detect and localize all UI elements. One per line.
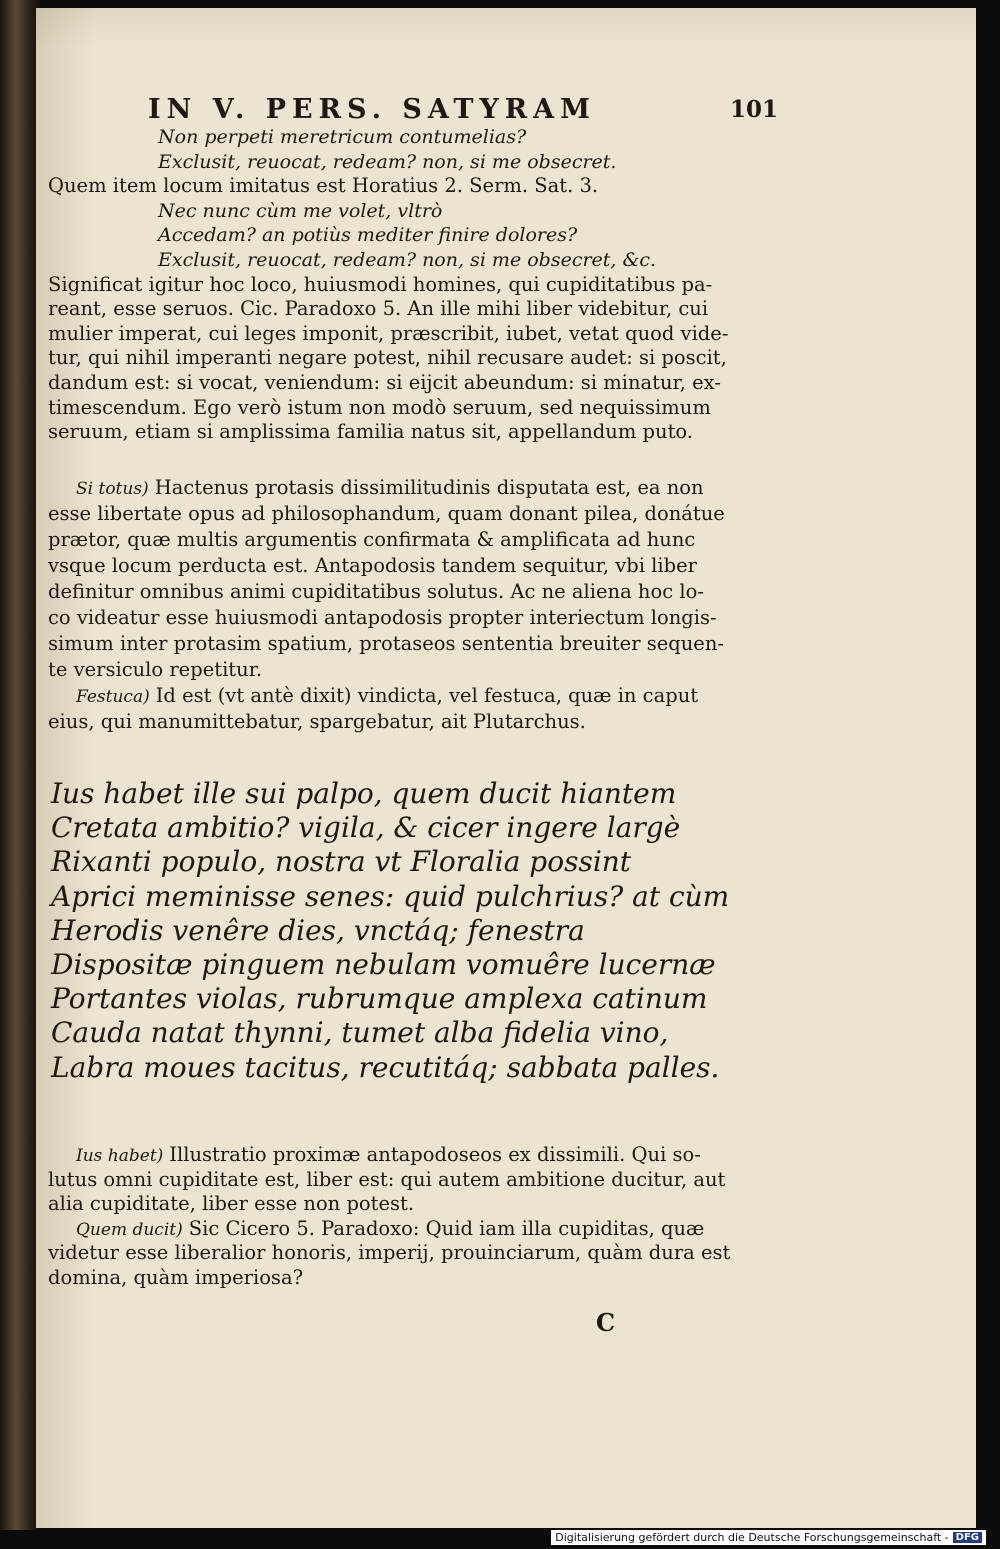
page-header: [148, 94, 778, 128]
text-line: [48, 345, 727, 371]
line-text: domina, quàm imperiosa?: [48, 1265, 304, 1289]
line-text: Id est (vt antè dixit) vindicta, vel festuca, quæ in caput: [155, 684, 699, 707]
text-line: [48, 527, 695, 553]
line-text: tur, qui nihil imperanti negare potest, nihil recusare audet: si poscit,: [48, 346, 727, 370]
line-text: dandum est: si vocat, veniendum: si eijcit abeundum: si minatur, ex-: [48, 371, 721, 394]
text-line: [48, 553, 697, 579]
lemma: Ius habet): [76, 1146, 164, 1166]
line-text: te versiculo repetitur.: [48, 658, 263, 681]
line-text: Non perpeti meretricum contumelias?: [158, 126, 527, 148]
text-line: [48, 370, 721, 396]
verse-line: Portantes violas, rubrumque amplexa catinum: [51, 982, 708, 1016]
text-line: [48, 296, 708, 322]
text-line: [48, 579, 704, 605]
line-text: definitur omnibus animi cupiditatibus solutus. Ac ne aliena hoc lo-: [48, 580, 704, 603]
line-text: Hactenus protasis dissimilitudinis disputata est, ea non: [154, 476, 704, 499]
text-line: [48, 395, 711, 421]
verse-line: Herodis venêre dies, vnctáq; fenestra: [51, 913, 585, 947]
text-line: [48, 272, 712, 298]
line-text: mulier imperat, cui leges imponit, præscribit, iubet, vetat quod vide-: [48, 321, 729, 345]
verse-line: Cauda natat thynni, tumet alba fidelia vino,: [51, 1016, 669, 1050]
page-number: 101: [729, 96, 778, 123]
text-line: [76, 475, 704, 502]
line-text: Illustratio proximæ antapodoseos ex dissimili. Qui so-: [169, 1143, 701, 1166]
line-text: esse libertate opus ad philosophandum, quam donant pilea, donátue: [48, 502, 725, 525]
text-line: [48, 657, 262, 683]
line-text: timescendum. Ego verò istum non modò seruum, sed nequissimum: [48, 395, 711, 419]
text-line: [158, 124, 526, 150]
line-text: lutus omni cupiditate est, liber est: qui autem ambitione ducitur, aut: [48, 1167, 726, 1191]
text-line: [76, 1142, 701, 1169]
book-page: [36, 8, 976, 1528]
signature-mark: C: [596, 1308, 616, 1337]
text-line: [48, 605, 717, 631]
text-line: [158, 198, 442, 224]
text-line: [48, 173, 598, 199]
text-line: [158, 149, 616, 175]
text-line: [48, 1191, 414, 1217]
text-line: [76, 683, 698, 710]
line-text: eius, qui manumittebatur, spargebatur, ait Plutarchus.: [48, 710, 586, 733]
text-line: [48, 321, 728, 347]
text-line: [48, 1240, 730, 1266]
line-text: Accedam? an potiùs mediter finire dolores?: [158, 224, 578, 247]
lemma: Festuca): [76, 687, 150, 707]
line-text: Quem item locum imitatus est Horatius 2. Serm. Sat. 3.: [48, 174, 599, 198]
line-text: videtur esse liberalior honoris, imperij, prouinciarum, quàm dura est: [48, 1241, 731, 1264]
line-text: simum inter protasim spatium, protaseos sententia breuiter sequen-: [48, 632, 724, 655]
lemma: Si totus): [76, 479, 149, 499]
line-text: Nec nunc cùm me volet, vltrò: [158, 199, 443, 222]
text-line: [48, 631, 724, 657]
line-text: alia cupiditate, liber esse non potest.: [48, 1192, 415, 1215]
credit-text: Digitalisierung gefördert durch die Deutsche Forschungsgemeinschaft -: [555, 1531, 949, 1544]
line-text: seruum, etiam si amplissima familia natus sit, appellandum puto.: [48, 420, 694, 444]
line-text: vsque locum perducta est. Antapodosis tandem sequitur, vbi liber: [48, 554, 697, 577]
line-text: Significat igitur hoc loco, huiusmodi homines, qui cupiditatibus pa-: [48, 272, 713, 296]
dfg-logo: DFG: [953, 1532, 982, 1543]
verse-line: Ius habet ille sui palpo, quem ducit hiantem: [51, 777, 677, 810]
text-line: [48, 709, 586, 735]
verse-line: Labra moues tacitus, recutitáq; sabbata palles.: [51, 1050, 720, 1084]
lemma: Quem ducit): [76, 1219, 183, 1240]
text-line: [76, 1216, 704, 1243]
text-line: [48, 1167, 725, 1193]
digitization-credit: [551, 1530, 986, 1545]
text-line: [48, 419, 693, 445]
verse-line: Rixanti populo, nostra vt Floralia possint: [51, 845, 632, 879]
line-text: Sic Cicero 5. Paradoxo: Quid iam illa cupiditas, quæ: [188, 1216, 705, 1240]
line-text: reant, esse seruos. Cic. Paradoxo 5. An ille mihi liber videbitur, cui: [48, 297, 709, 321]
verse-line: Dispositæ pinguem nebulam vomuêre lucernæ: [51, 948, 716, 981]
text-line: [48, 501, 725, 527]
verse-line: Cretata ambitio? vigila, & cicer ingere largè: [51, 811, 681, 845]
line-text: Exclusit, reuocat, redeam? non, si me obsecret.: [158, 150, 617, 173]
running-title: IN V. PERS. SATYRAM: [148, 94, 597, 125]
text-line: [48, 1265, 303, 1291]
line-text: co videatur esse huiusmodi antapodosis propter interiectum longis-: [48, 606, 717, 629]
line-text: prætor, quæ multis argumentis confirmata & amplificata ad hunc: [48, 528, 696, 551]
text-line: [158, 222, 577, 248]
line-text: Exclusit, reuocat, redeam? non, si me obsecret, &c.: [158, 249, 657, 271]
text-line: [158, 247, 656, 273]
verse-line: Aprici meminisse senes: quid pulchrius? at cùm: [51, 879, 730, 913]
book-binding: [0, 0, 40, 1530]
